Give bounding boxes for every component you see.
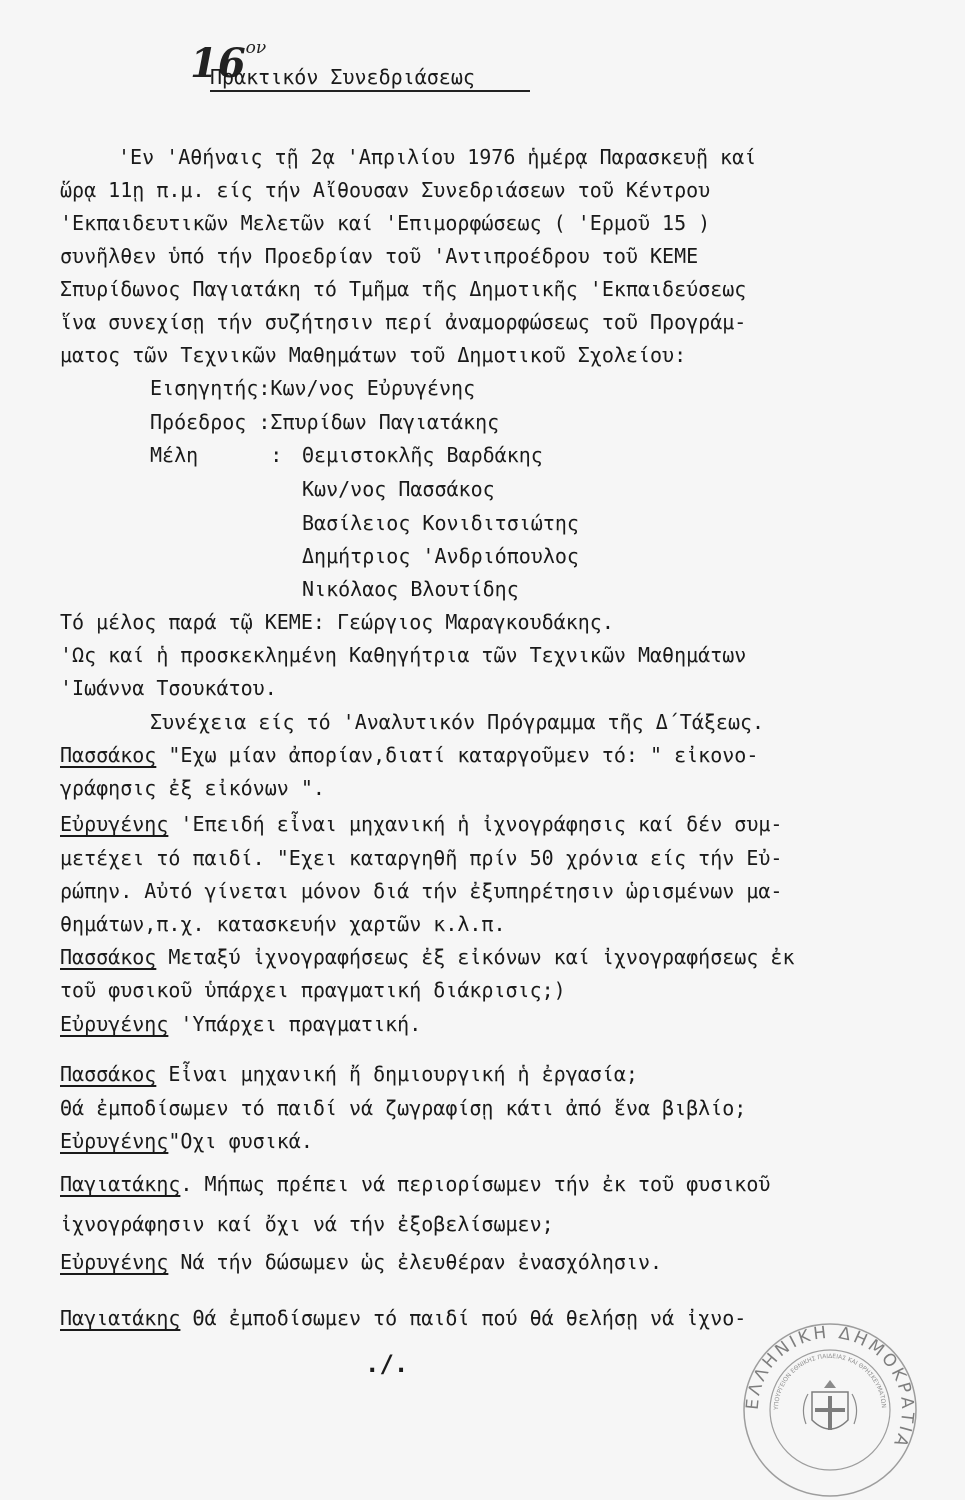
dialogue-line: Εὐρυγένης 'Υπάρχει πραγματική. <box>60 1012 422 1036</box>
body-line: συνῆλθεν ὑπό τήν Προεδρίαν τοῦ 'Αντιπροέδρου τοῦ ΚΕΜΕ <box>60 244 699 268</box>
dialogue-line: Πασσάκος Μεταξύ ἰχνογραφήσεως ἐξ εἰκόνων καί ἰχνογραφήσεως ἐκ <box>60 945 795 969</box>
body-line: 'Ιωάννα Τσουκάτου. <box>60 676 277 700</box>
section-heading: Συνέχεια είς τό 'Αναλυτικόν Πρόγραμμα τῆς Δ΄Τάξεως. <box>150 710 765 734</box>
roster-member: Θεμιστοκλῆς Βαρδάκης <box>302 443 543 467</box>
speaker-name: Παγιατάκης <box>60 1172 181 1196</box>
body-line: ἵνα συνεχίσῃ τήν συζήτησιν περί ἀναμορφώσεως τοῦ Προγράμ- <box>60 310 747 334</box>
dialogue-line: Παγιατάκης Θά ἐμποδίσωμεν τό παιδί πού θά θελήσῃ νά ἰχνο- <box>60 1306 747 1330</box>
speaker-name: Εὐρυγένης <box>60 1250 169 1274</box>
body-line: 'Εκπαιδευτικῶν Μελετῶν καί 'Επιμορφώσεως ( 'Ερμοῦ 15 ) <box>60 211 711 235</box>
stamp-inner-text: ΥΠΟΥΡΓΕΙΟΝ ΕΘΝΙΚΗΣ ΠΑΙΔΕΙΑΣ ΚΑΙ ΘΡΗΣΚΕΥΜΑΤΩΝ <box>772 1352 887 1411</box>
stamp-outer-text: ΕΛΛΗΝΙΚΗ ΔΗΜΟΚΡΑΤΙΑ <box>742 1322 918 1453</box>
dialogue-line: γράφησις ἐξ εἰκόνων ". <box>60 776 325 800</box>
body-line: ὥρᾳ 11ῃ π.μ. είς τήν Αἴθουσαν Συνεδριάσεων τοῦ Κέντρου <box>60 178 711 202</box>
body-line: Σπυρίδωνος Παγιατάκη τό Τμῆμα τῆς Δημοτικῆς 'Εκπαιδεύσεως <box>60 277 747 301</box>
dialogue-line: Εὐρυγένης Νά τήν δώσωμεν ὡς ἐλευθέραν ἐνασχόλησιν. <box>60 1250 663 1274</box>
minutes-number: $16^{o\nu}$ <box>190 38 267 87</box>
dialogue-line: ρώπην. Αὐτό γίνεται μόνον διά τήν ἐξυπηρέτησιν ὡρισμένων μα- <box>60 879 783 903</box>
official-seal-stamp <box>740 1320 920 1500</box>
dialogue-line: Πασσάκος Εἶναι μηχανική ἤ δημιουργική ἡ ἐργασία; <box>60 1062 638 1086</box>
body-line: 'Εν 'Αθήναις τῇ 2ᾳ 'Απριλίου 1976 ἡμέρᾳ Παρασκευῇ καί <box>118 145 757 169</box>
roster-member: Δημήτριος 'Ανδριόπουλος <box>302 544 579 568</box>
speaker-name: Πασσάκος <box>60 743 157 767</box>
speaker-name: Παγιατάκης <box>60 1306 181 1330</box>
roster-member: Νικόλαος Βλουτίδης <box>302 577 519 601</box>
roster-row: Εισηγητής:Κων/νος Εὐρυγένης <box>150 376 476 400</box>
dialogue-line: Εὐρυγένης"Οχι φυσικά. <box>60 1129 313 1153</box>
speaker-name: Εὐρυγένης <box>60 1129 169 1153</box>
dialogue-line: τοῦ φυσικοῦ ὑπάρχει πραγματική διάκρισις;) <box>60 978 566 1002</box>
dialogue-line: Πασσάκος "Εχω μίαν ἀπορίαν,διατί καταργοῦμεν τό: " εἰκονο- <box>60 743 759 767</box>
speaker-name: Εὐρυγένης <box>60 812 169 836</box>
dialogue-line: Θά ἐμποδίσωμεν τό παιδί νά ζωγραφίσῃ κάτι ἀπό ἕνα βιβλίο; <box>60 1096 747 1120</box>
roster-member: Κων/νος Πασσάκος <box>302 477 495 501</box>
dialogue-line: ἰχνογράφησιν καί ὄχι νά τήν ἐξοβελίσωμεν; <box>60 1212 554 1236</box>
speaker-name: Εὐρυγένης <box>60 1012 169 1036</box>
coat-of-arms-icon <box>803 1380 856 1430</box>
dialogue-line: θημάτων,π.χ. κατασκευήν χαρτῶν κ.λ.π. <box>60 912 506 936</box>
speaker-name: Πασσάκος <box>60 945 157 969</box>
roster-member: Βασίλειος Κονιδιτσιώτης <box>302 511 579 535</box>
dialogue-line: Παγιατάκης. Μήπως πρέπει νά περιορίσωμεν τήν ἐκ τοῦ φυσικοῦ <box>60 1172 771 1196</box>
document-title: Πρακτικόν Συνεδριάσεως <box>210 65 530 92</box>
body-line: ματος τῶν Τεχνικῶν Μαθημάτων τοῦ Δημοτικοῦ Σχολείου: <box>60 343 687 367</box>
body-line: 'Ως καί ἡ προσκεκλημένη Καθηγήτρια τῶν Τεχνικῶν Μαθημάτων <box>60 643 747 667</box>
page-continuation-mark: ./. <box>365 1350 409 1378</box>
roster-row: Μέλη : <box>150 443 283 467</box>
roster-row: Πρόεδρος :Σπυρίδων Παγιατάκης <box>150 410 500 434</box>
speaker-name: Πασσάκος <box>60 1062 157 1086</box>
dialogue-line: μετέχει τό παιδί. "Εχει καταργηθῆ πρίν 50 χρόνια είς τήν Εὐ- <box>60 846 783 870</box>
body-line: Τό μέλος παρά τῷ ΚΕΜΕ: Γεώργιος Μαραγκουδάκης. <box>60 610 614 634</box>
dialogue-line: Εὐρυγένης 'Επειδή εἶναι μηχανική ἡ ἰχνογράφησις καί δέν συμ- <box>60 812 783 836</box>
